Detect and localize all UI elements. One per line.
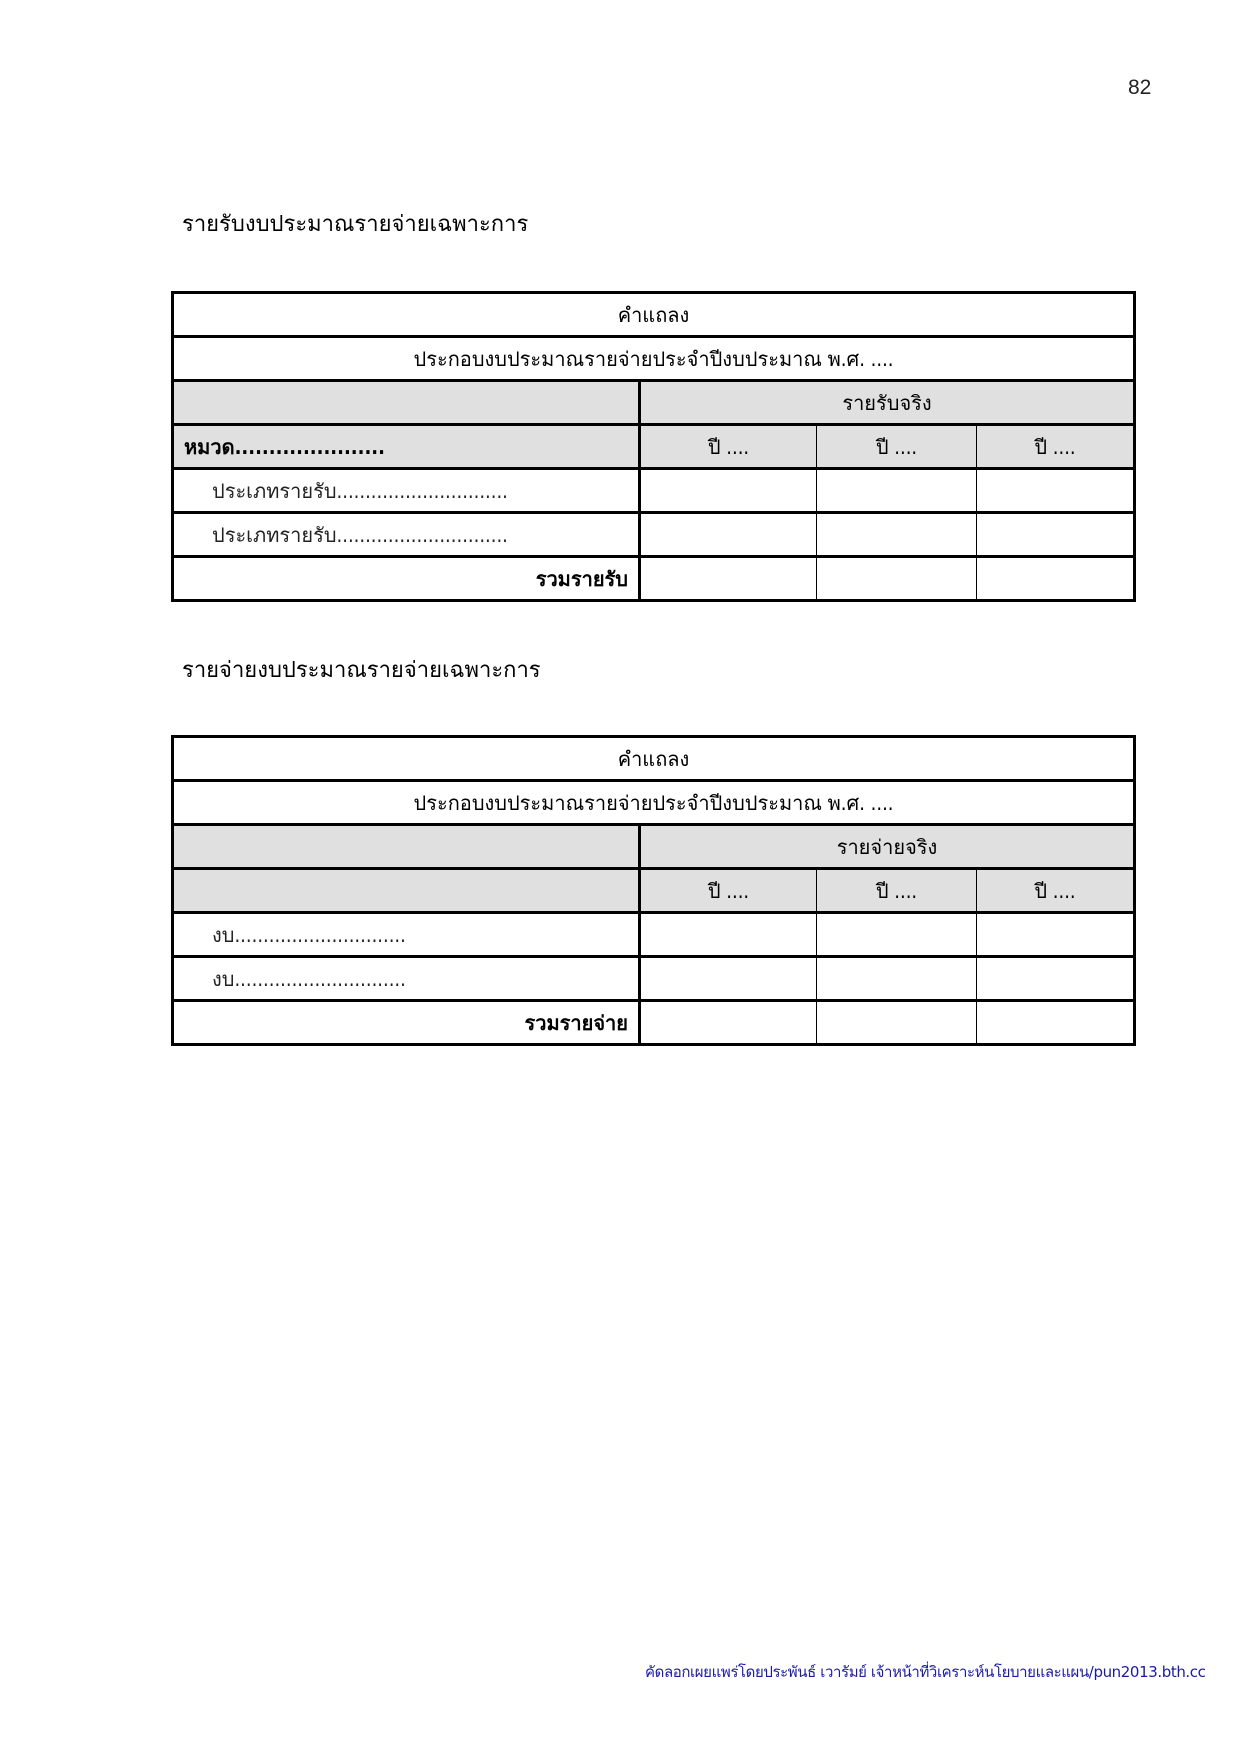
- income-type-label: ประเภทรายรับ..............................: [173, 513, 640, 557]
- value-cell: [817, 913, 977, 957]
- value-cell: [977, 957, 1135, 1001]
- value-cell: [977, 913, 1135, 957]
- table-header-row: [173, 737, 1135, 781]
- expense-statement-table: [171, 735, 1136, 1046]
- table-group-header-row: [173, 381, 1135, 425]
- table-heading: คำแถลง: [173, 293, 1135, 337]
- value-cell: [640, 913, 817, 957]
- value-cell: [640, 513, 817, 557]
- total-value-cell: [640, 1001, 817, 1045]
- table-total-row: [173, 557, 1135, 601]
- page-number: 82: [1128, 76, 1152, 99]
- table-header-row: [173, 337, 1135, 381]
- table-heading: คำแถลง: [173, 737, 1135, 781]
- income-statement-table: [171, 291, 1136, 602]
- value-cell: [977, 513, 1135, 557]
- value-cell: [640, 957, 817, 1001]
- total-value-cell: [640, 557, 817, 601]
- empty-header-cell: [173, 825, 640, 869]
- total-expense-label: รวมรายจ่าย: [173, 1001, 640, 1045]
- footer-attribution: คัดลอกเผยแพร่โดยประพันธ์ เวารัมย์ เจ้าหน้าที่วิเคราะห์นโยบายและแผน/pun2013.bth.cc: [645, 1663, 1206, 1681]
- value-cell: [817, 513, 977, 557]
- table-row: [173, 957, 1135, 1001]
- year-header: ปี ....: [817, 869, 977, 913]
- table-header-row: [173, 293, 1135, 337]
- total-value-cell: [817, 1001, 977, 1045]
- total-income-label: รวมรายรับ: [173, 557, 640, 601]
- table-subheading: ประกอบงบประมาณรายจ่ายประจำปีงบประมาณ พ.ศ. ....: [173, 337, 1135, 381]
- empty-header-cell: [173, 381, 640, 425]
- category-label: หมวด......................: [173, 425, 640, 469]
- value-cell: [640, 469, 817, 513]
- value-cell: [817, 469, 977, 513]
- table-row: [173, 513, 1135, 557]
- budget-item-label: งบ..............................: [173, 913, 640, 957]
- total-value-cell: [977, 557, 1135, 601]
- value-cell: [977, 469, 1135, 513]
- total-value-cell: [817, 557, 977, 601]
- year-header: ปี ....: [977, 425, 1135, 469]
- actual-expense-header: รายจ่ายจริง: [640, 825, 1135, 869]
- income-type-label: ประเภทรายรับ..............................: [173, 469, 640, 513]
- year-header: ปี ....: [977, 869, 1135, 913]
- year-header: ปี ....: [640, 869, 817, 913]
- table-year-header-row: [173, 869, 1135, 913]
- table-header-row: [173, 781, 1135, 825]
- actual-income-header: รายรับจริง: [640, 381, 1135, 425]
- budget-item-label: งบ..............................: [173, 957, 640, 1001]
- table-total-row: [173, 1001, 1135, 1045]
- value-cell: [817, 957, 977, 1001]
- table-group-header-row: [173, 825, 1135, 869]
- table-row: [173, 469, 1135, 513]
- category-label: [173, 869, 640, 913]
- table-year-header-row: [173, 425, 1135, 469]
- total-value-cell: [977, 1001, 1135, 1045]
- table-subheading: ประกอบงบประมาณรายจ่ายประจำปีงบประมาณ พ.ศ. ....: [173, 781, 1135, 825]
- year-header: ปี ....: [817, 425, 977, 469]
- table-row: [173, 913, 1135, 957]
- income-section-title: รายรับงบประมาณรายจ่ายเฉพาะการ: [182, 212, 529, 237]
- year-header: ปี ....: [640, 425, 817, 469]
- expense-section-title: รายจ่ายงบประมาณรายจ่ายเฉพาะการ: [182, 658, 541, 683]
